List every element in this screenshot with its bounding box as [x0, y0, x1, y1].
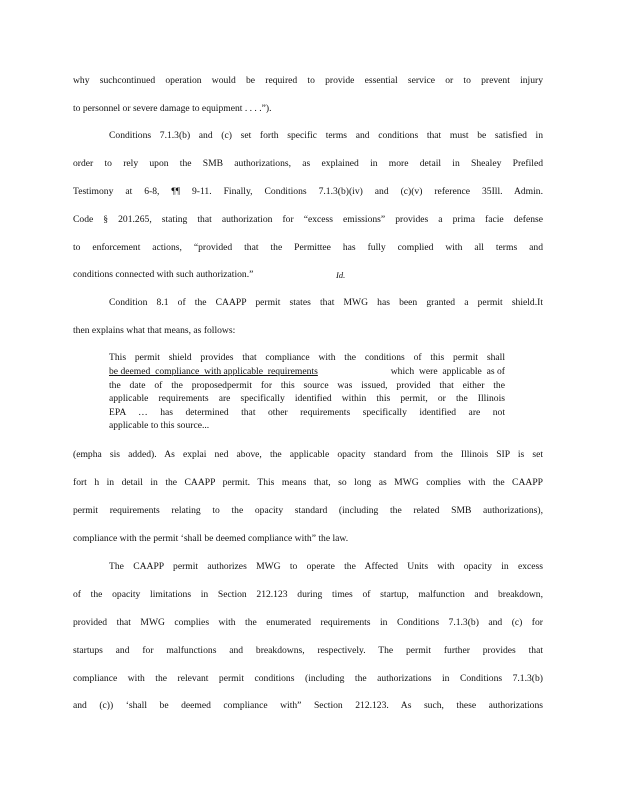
quote-line: the date of the proposedpermit for this source was issued, provided that either the: [109, 380, 505, 391]
text-line: The CAAPP permit authorizes MWG to operate the Affected Units with opacity in excess: [109, 561, 543, 572]
citation: Id.: [336, 270, 346, 280]
quote-line: applicable to this source...: [109, 420, 210, 431]
text-line: Conditions 7.1.3(b) and (c) set forth specific terms and conditions that must be satisfied in: [109, 130, 543, 141]
quote-line: [109, 366, 505, 377]
quote-line: This permit shield provides that compliance with the conditions of this permit shall: [109, 352, 505, 363]
text-line: compliance with the relevant permit conditions (including the authorizations in Conditions 7.1.3(b): [73, 673, 543, 684]
text-line: Testimony at 6-8, ¶¶ 9-11. Finally, Conditions 7.1.3(b)(iv) and (c)(v) reference 35Ill. Admin.: [73, 186, 543, 197]
quote-line: EPA … has determined that other requirements specifically identified are not: [109, 407, 505, 418]
text-line: Code § 201.265, stating that authorization for “excess emissions” provides a prima facie defense: [73, 214, 543, 225]
text-line: of the opacity limitations in Section 212.123 during times of startup, malfunction and breakdown,: [73, 589, 543, 600]
text-line: Condition 8.1 of the CAAPP permit states that MWG has been granted a permit shield.It: [109, 297, 543, 308]
text-line: order to rely upon the SMB authorizations, as explained in more detail in Shealey Prefiled: [73, 158, 543, 169]
text-line: to enforcement actions, “provided that the Permittee has fully complied with all terms and: [73, 242, 543, 253]
text-line: why suchcontinued operation would be required to provide essential service or to prevent injury: [73, 75, 543, 86]
quote-line: applicable requirements are specifically identified within this permit, or the Illinois: [109, 393, 505, 404]
text-line: (empha sis added). As explai ned above, the applicable opacity standard from the Illinois SIP is set: [73, 449, 543, 460]
underlined-text: be deemed compliance with applicable requirements: [109, 366, 318, 377]
text-line: startups and for malfunctions and breakdowns, respectively. The permit further provides that: [73, 645, 543, 656]
text-line: to personnel or severe damage to equipment . . . .”).: [73, 103, 272, 114]
text-line: provided that MWG complies with the enumerated requirements in Conditions 7.1.3(b) and (c) for: [73, 617, 543, 628]
text-line: compliance with the permit ‘shall be deemed compliance with” the law.: [73, 533, 349, 544]
text-line: conditions connected with such authorization.”: [73, 269, 254, 280]
text-line: fort h in detail in the CAAPP permit. This means that, so long as MWG complies with the CAAPP: [73, 477, 543, 488]
text-line: permit requirements relating to the opacity standard (including the related SMB authorizations),: [73, 505, 543, 516]
text-line: then explains what that means, as follows:: [73, 325, 236, 336]
text-line: and (c)) ‘shall be deemed compliance with” Section 212.123. As such, these authorizations: [73, 700, 543, 711]
quote-text: which were applicable as of: [390, 366, 505, 377]
